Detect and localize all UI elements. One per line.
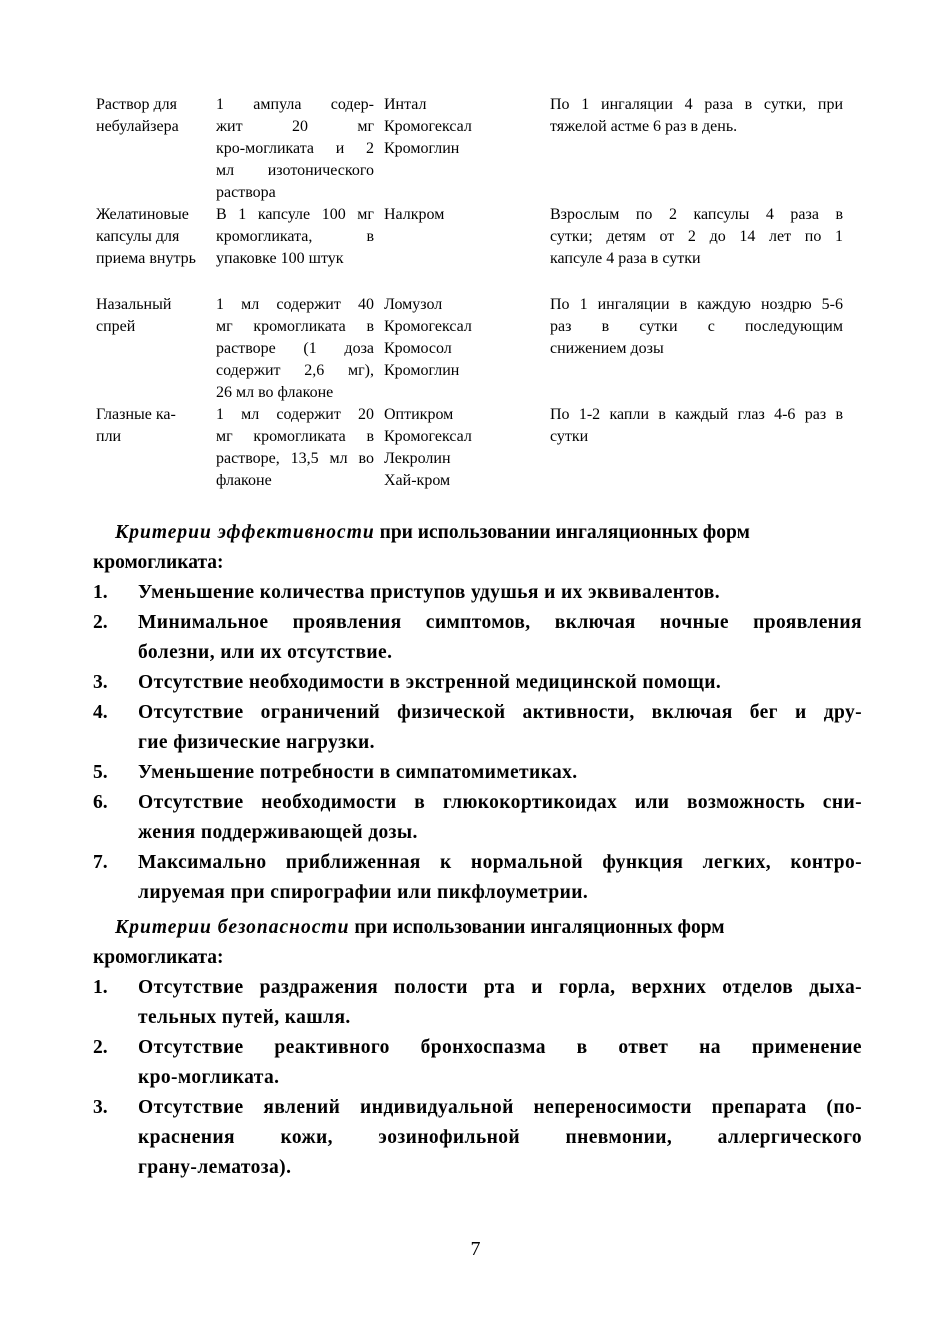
cell-text-line: флаконе bbox=[216, 472, 272, 489]
list-item-line: Отсутствие необходимости в экстренной медицинской помощи. bbox=[138, 672, 722, 693]
cell-text-line: содержит 2,6 мг), bbox=[216, 362, 374, 379]
list-item-line: болезни, или их отсутствие. bbox=[138, 642, 393, 663]
cell-text-line: Кромогексал bbox=[384, 118, 472, 135]
cell-text-line: Глазные ка- bbox=[96, 406, 176, 423]
table-cell-composition bbox=[216, 404, 374, 492]
list-item-text bbox=[138, 668, 862, 698]
table-row bbox=[96, 204, 856, 270]
list-item-line: Отсутствие раздражения полости рта и горла, верхних отделов дыха- bbox=[138, 977, 862, 998]
cell-text-line: тяжелой астме 6 раз в день. bbox=[550, 118, 738, 135]
table-cell-composition bbox=[216, 204, 374, 270]
list-item-number: 3. bbox=[93, 672, 108, 693]
list-item bbox=[93, 608, 863, 668]
safety-heading-emphasis: Критерии безопасности bbox=[115, 917, 350, 938]
cell-text-line: пли bbox=[96, 428, 122, 445]
table-row bbox=[96, 294, 856, 404]
cell-text-line: Ломузол bbox=[384, 296, 443, 313]
list-item-line: Отсутствие необходимости в глюкокортикоидах или возможность сни- bbox=[138, 792, 862, 813]
table-row bbox=[96, 94, 856, 204]
table-cell-form bbox=[96, 94, 216, 204]
table-cell-names bbox=[384, 204, 550, 270]
list-item-number: 2. bbox=[93, 612, 108, 633]
list-item-line: лируемая при спирографии или пикфлоуметрии. bbox=[138, 882, 589, 903]
table-cell-names bbox=[384, 294, 550, 404]
list-item bbox=[93, 848, 863, 908]
list-item bbox=[93, 973, 863, 1033]
cell-text-line: Кромоглин bbox=[384, 140, 460, 157]
table-cell-names bbox=[384, 404, 550, 492]
list-item-line: Отсутствие явлений индивидуальной непереносимости препарата (по- bbox=[138, 1097, 862, 1118]
cell-text-line: небулайзера bbox=[96, 118, 179, 135]
list-item-text bbox=[138, 608, 862, 668]
cell-text-line: По 1 ингаляции 4 раза в сутки, при bbox=[550, 96, 843, 113]
cell-text-line: Лекролин bbox=[384, 450, 451, 467]
efficacy-criteria-section bbox=[93, 518, 863, 908]
list-item-text bbox=[138, 788, 862, 848]
cell-text-line: Желатиновые bbox=[96, 206, 189, 223]
list-item bbox=[93, 578, 863, 608]
table-cell-dosage bbox=[550, 204, 843, 270]
table-cell-names bbox=[384, 94, 550, 204]
list-item-number: 1. bbox=[93, 582, 108, 603]
cell-text-line: Налкром bbox=[384, 206, 445, 223]
list-item-number: 2. bbox=[93, 1037, 108, 1058]
table-cell-form bbox=[96, 204, 216, 270]
list-item-number: 1. bbox=[93, 977, 108, 998]
list-item-text bbox=[138, 698, 862, 758]
efficacy-heading-emphasis: Критерии эффективности bbox=[115, 522, 375, 543]
cell-text-line: мг кромогликата в bbox=[216, 428, 374, 445]
list-item bbox=[93, 1033, 863, 1093]
list-item-number: 5. bbox=[93, 762, 108, 783]
efficacy-heading bbox=[93, 518, 863, 548]
list-item-number: 6. bbox=[93, 792, 108, 813]
cell-text-line: Интал bbox=[384, 96, 427, 113]
cell-text-line: капсуле 4 раза в сутки bbox=[550, 250, 701, 267]
table-cell-dosage bbox=[550, 94, 843, 204]
table-cell-composition bbox=[216, 294, 374, 404]
list-item bbox=[93, 758, 863, 788]
list-item-line: Отсутствие ограничений физической активности, включая бег и дру- bbox=[138, 702, 862, 723]
cell-text-line: 1 ампула содер- bbox=[216, 96, 374, 113]
cell-text-line: 26 мл во флаконе bbox=[216, 384, 334, 401]
list-item-line: Отсутствие реактивного бронхоспазма в ответ на применение bbox=[138, 1037, 862, 1058]
table-cell-dosage bbox=[550, 294, 843, 404]
list-item-text bbox=[138, 1033, 862, 1093]
list-item-line: гие физические нагрузки. bbox=[138, 732, 375, 753]
list-item-line: Максимально приближенная к нормальной функция легких, контро- bbox=[138, 852, 862, 873]
cell-text-line: В 1 капсуле 100 мг bbox=[216, 206, 374, 223]
table-cell-composition bbox=[216, 94, 374, 204]
list-item-text bbox=[138, 578, 862, 608]
cell-text-line: снижением дозы bbox=[550, 340, 664, 357]
cell-text-line: растворе (1 доза bbox=[216, 340, 374, 357]
cell-text-line: раз в сутки с последующим bbox=[550, 318, 843, 335]
list-item-line: тельных путей, кашля. bbox=[138, 1007, 351, 1028]
efficacy-heading-line2: кромогликата: bbox=[93, 552, 224, 573]
cell-text-line: упаковке 100 штук bbox=[216, 250, 344, 267]
cell-text-line: По 1-2 капли в каждый глаз 4-6 раз в bbox=[550, 406, 843, 423]
cell-text-line: Кромогексал bbox=[384, 428, 472, 445]
cell-text-line: растворе, 13,5 мл во bbox=[216, 450, 374, 467]
list-item-text bbox=[138, 848, 862, 908]
list-item bbox=[93, 698, 863, 758]
cell-text-line: мл изотонического bbox=[216, 162, 374, 179]
cell-text-line: жит 20 мг bbox=[216, 118, 374, 135]
cell-text-line: капсулы для bbox=[96, 228, 180, 245]
cell-text-line: кромогликата, в bbox=[216, 228, 374, 245]
cell-text-line: 1 мл содержит 40 bbox=[216, 296, 374, 313]
cell-text-line: Назальный bbox=[96, 296, 172, 313]
table-cell-dosage bbox=[550, 404, 843, 492]
list-item-text bbox=[138, 758, 862, 788]
list-item-line: краснения кожи, эозинофильной пневмонии, аллергического bbox=[138, 1127, 862, 1148]
drug-forms-table bbox=[96, 94, 856, 492]
cell-text-line: спрей bbox=[96, 318, 136, 335]
safety-heading-rest: при использовании ингаляционных форм bbox=[349, 917, 725, 938]
table-cell-form bbox=[96, 404, 216, 492]
table-cell-form bbox=[96, 294, 216, 404]
list-item-line: Минимальное проявления симптомов, включая ночные проявления bbox=[138, 612, 862, 633]
cell-text-line: кро-могликата и 2 bbox=[216, 140, 374, 157]
page-number: 7 bbox=[470, 1238, 481, 1260]
list-item bbox=[93, 668, 863, 698]
list-item-line: грану-лематоза). bbox=[138, 1157, 292, 1178]
safety-heading bbox=[93, 913, 863, 943]
cell-text-line: Взрослым по 2 капсулы 4 раза в bbox=[550, 206, 843, 223]
cell-text-line: Оптикром bbox=[384, 406, 454, 423]
list-item-number: 3. bbox=[93, 1097, 108, 1118]
cell-text-line: Кромосол bbox=[384, 340, 452, 357]
safety-heading-line2: кромогликата: bbox=[93, 947, 224, 968]
safety-criteria-list bbox=[93, 973, 863, 1183]
list-item-line: Уменьшение потребности в симпатомиметиках. bbox=[138, 762, 578, 783]
list-item bbox=[93, 1093, 863, 1183]
list-item-text bbox=[138, 1093, 862, 1183]
list-item-line: кро-могликата. bbox=[138, 1067, 280, 1088]
list-item-number: 4. bbox=[93, 702, 108, 723]
safety-criteria-section bbox=[93, 913, 863, 1183]
list-item-line: Уменьшение количества приступов удушья и их эквивалентов. bbox=[138, 582, 720, 603]
list-item-number: 7. bbox=[93, 852, 108, 873]
cell-text-line: сутки; детям от 2 до 14 лет по 1 bbox=[550, 228, 843, 245]
efficacy-criteria-list bbox=[93, 578, 863, 908]
list-item-line: жения поддерживающей дозы. bbox=[138, 822, 418, 843]
cell-text-line: 1 мл содержит 20 bbox=[216, 406, 374, 423]
cell-text-line: Кромоглин bbox=[384, 362, 460, 379]
cell-text-line: Раствор для bbox=[96, 96, 178, 113]
cell-text-line: мг кромогликата в bbox=[216, 318, 374, 335]
cell-text-line: сутки bbox=[550, 428, 589, 445]
list-item-text bbox=[138, 973, 862, 1033]
cell-text-line: Хай-кром bbox=[384, 472, 451, 489]
cell-text-line: раствора bbox=[216, 184, 276, 201]
list-item bbox=[93, 788, 863, 848]
efficacy-heading-rest: при использовании ингаляционных форм bbox=[374, 522, 750, 543]
cell-text-line: Кромогексал bbox=[384, 318, 472, 335]
table-row bbox=[96, 404, 856, 492]
cell-text-line: По 1 ингаляции в каждую ноздрю 5-6 bbox=[550, 296, 843, 313]
cell-text-line: приема внутрь bbox=[96, 250, 196, 267]
